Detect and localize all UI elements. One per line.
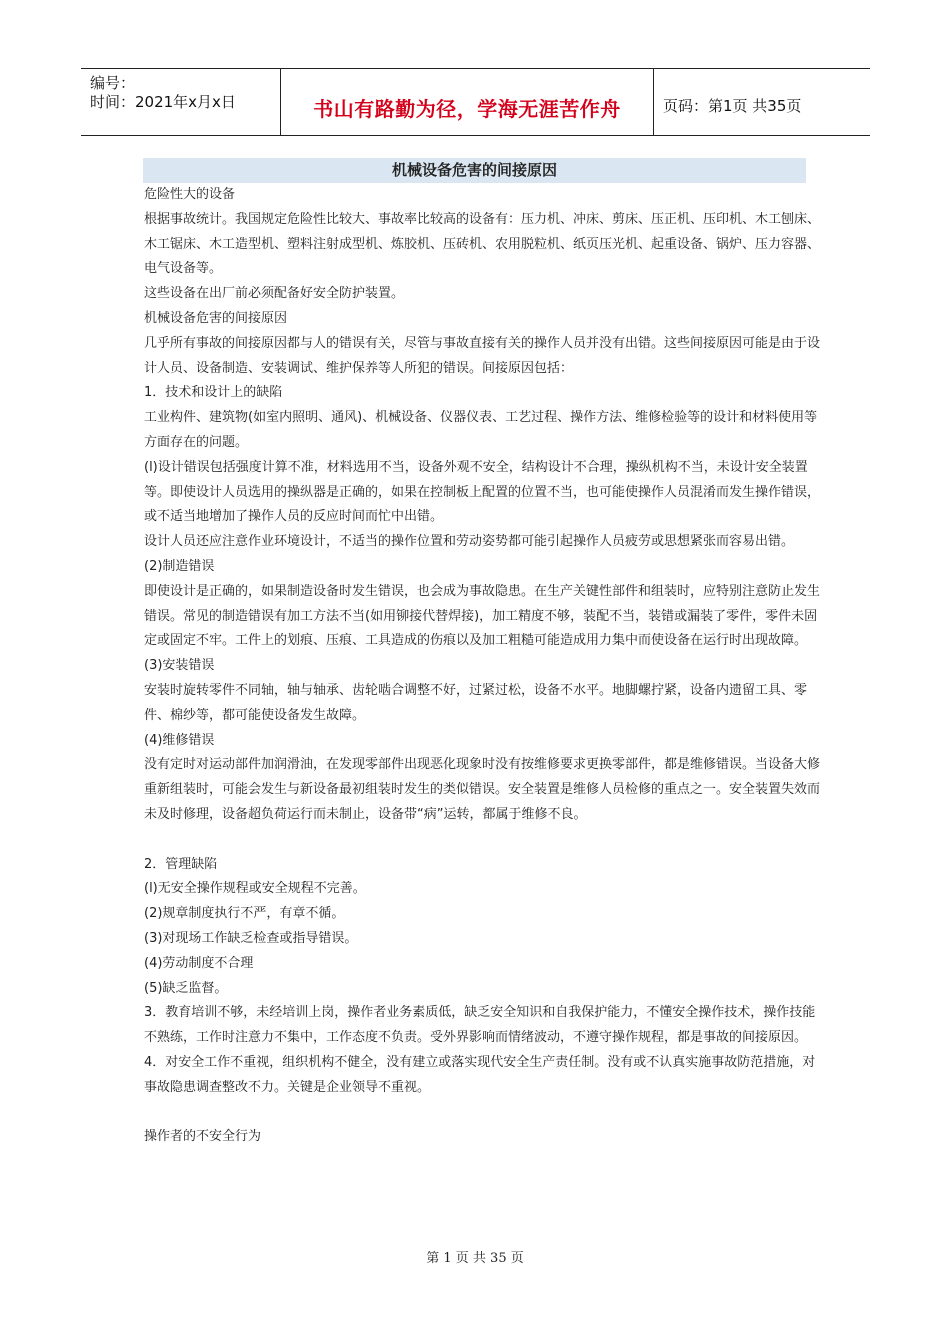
body-paragraph: 安装时旋转零件不同轴，轴与轴承、齿轮啮合调整不好，过紧过松，设备不水平。地脚螺拧紧，设备内遗留工具、零件、棉纱等，都可能使设备发生故障。 (144, 682, 808, 723)
body-paragraph: 3．教育培训不够，未经培训上岗，操作者业务素质低，缺乏安全知识和自我保护能力，不懂安全操作技术，操作技能不熟练，工作时注意力不集中，工作态度不负责。受外界影响而情绪波动，不遵守操作规程，都是事故的间接原因。 (144, 1005, 816, 1046)
body-paragraph: 1．技术和设计上的缺陷 (144, 385, 283, 401)
body-paragraph: 机械设备危害的间接原因 (144, 310, 288, 326)
body-paragraph: 这些设备在出厂前必须配备好安全防护装置。 (144, 286, 405, 302)
page-footer: 第 1 页 共 35 页 (426, 1251, 524, 1266)
body-paragraph: (5)缺乏监督。 (144, 980, 228, 996)
blank-line (144, 1100, 820, 1125)
body-paragraph: 工业构件、建筑物(如室内照明、通风)、机械设备、仪器仪表、工艺过程、操作方法、维修检验等的设计和材料使用等方面存在的问题。 (144, 410, 818, 450)
body-paragraph: 2．管理缺陷 (144, 856, 218, 872)
body-paragraph: (l)设计错误包括强度计算不准，材料选用不当，设备外观不安全，结构设计不合理，操纵机构不当，未设计安全装置等。即使设计人员选用的操纵器是正确的，如果在控制板上配置的位置不当，也可能使操作人员混淆而发生操作错误，或不适当地增加了操作人员的反应时间而忙中出错。 (144, 459, 821, 525)
body-paragraph: (2)规章制度执行不严，有章不循。 (144, 906, 345, 922)
body-paragraph: 4．对安全工作不重视，组织机构不健全，没有建立或落实现代安全生产责任制。没有或不认真实施事故防范措施，对事故隐患调查整改不力。关键是企业领导不重视。 (144, 1054, 816, 1095)
document-header (81, 68, 870, 136)
blank-line (144, 828, 820, 853)
body-paragraph: 根据事故统计。我国规定危险性比较大、事故率比较高的设备有：压力机、冲床、剪床、压正机、压印机、木工刨床、木工锯床、木工造型机、塑料注射成型机、炼胶机、压砖机、农用脱粒机、纸页压光机、起重设备、锅炉、压力容器、电气设备等。 (144, 211, 821, 277)
body-paragraph: 设计人员还应注意作业环境设计，不适当的操作位置和劳动姿势都可能引起操作人员疲劳或思想紧张而容易出错。 (144, 534, 795, 550)
body-paragraph: (3)对现场工作缺乏检查或指导错误。 (144, 930, 358, 946)
body-paragraph: 危险性大的设备 (144, 187, 236, 202)
body-paragraph: 即使设计是正确的，如果制造设备时发生错误，也会成为事故隐患。在生产关键性部件和组装时，应特别注意防止发生错误。常见的制造错误有加工方法不当(如用铆接代替焊接)，加工精度不够，装配不当，装错或漏装了零件，零件未固定或固定不牢。工件上的划痕、压痕、工具造成的伤痕以及加工粗糙可能造成用力集中而使设备在运行时出现故障。 (144, 583, 821, 649)
body-paragraph: 操作者的不安全行为 (144, 1129, 262, 1145)
document-title: 机械设备危害的间接原因 (143, 158, 806, 183)
header-motto-cell (281, 69, 654, 135)
document-number-label: 编号： (90, 74, 136, 92)
body-paragraph: (4)维修错误 (144, 732, 215, 748)
document-body (144, 183, 820, 1150)
header-page-label: 页码：第1页 共35页 (663, 97, 802, 115)
header-page-cell (654, 69, 870, 135)
body-paragraph: (l)无安全操作规程或安全规程不完善。 (144, 881, 366, 897)
body-paragraph: (4)劳动制度不合理 (144, 955, 254, 971)
body-paragraph: (2)制造错误 (144, 558, 215, 574)
body-paragraph: (3)安装错误 (144, 658, 215, 674)
document-date-label: 时间：2021年x月x日 (90, 93, 236, 111)
body-paragraph: 没有定时对运动部件加润滑油，在发现零部件出现恶化现象时没有按维修要求更换零部件，都是维修错误。当设备大修重新组装时，可能会发生与新设备最初组装时发生的类似错误。安全装置是维修人员检修的重点之一。安全装置失效而未及时修理，设备超负荷运行而未制止，设备带“病”运转，都属于维修不良。 (144, 757, 821, 822)
header-meta-cell (81, 69, 281, 135)
header-motto: 书山有路勤为径，学海无涯苦作舟 (313, 97, 621, 121)
body-paragraph: 几乎所有事故的间接原因都与人的错误有关，尽管与事故直接有关的操作人员并没有出错。这些间接原因可能是由于设计人员、设备制造、安装调试、维护保养等人所犯的错误。间接原因包括： (144, 335, 821, 376)
